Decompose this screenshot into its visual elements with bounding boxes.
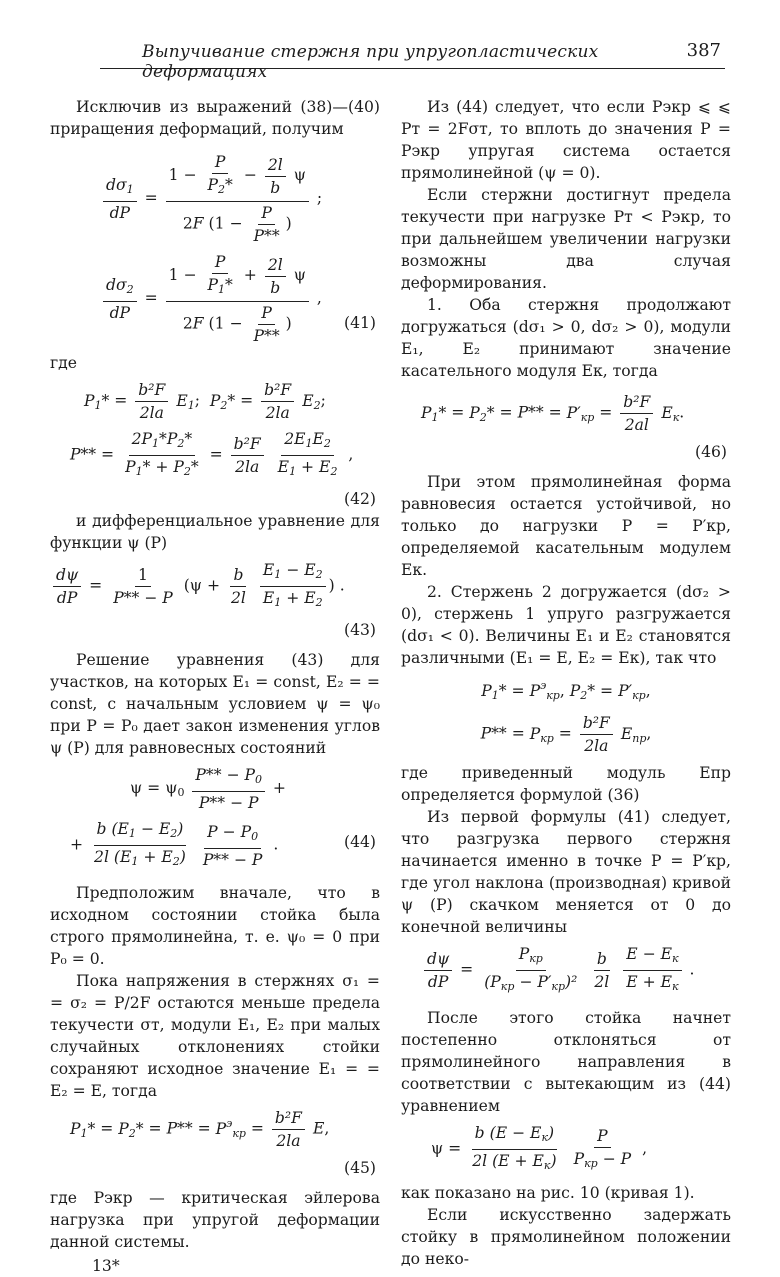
paragraph: Предположим вначале, что в исходном состоянии стойка была строго прямолинейна, т. е. ψ₀ = 0 при P₀ = 0. <box>50 884 380 968</box>
running-title: Выпучивание стержня при упругопластических деформациях <box>142 42 599 82</box>
paragraph: Из первой формулы (41) следует, что разгрузка первого стержня начинается именно в точке P = P′кр, где угол наклона (производная) кривой ψ (P) скачком меняется от 0 до конечной величины <box>401 808 731 936</box>
equation-number: (41) <box>343 314 376 332</box>
paragraph: После этого стойка начнет постепенно отклоняться от прямолинейного направления в соответствии с вытекающим из (44) уравнением <box>401 1009 731 1115</box>
paragraph: Если стержни достигнут предела текучести при нагрузке Pт < Pэкр, то при дальнейшем увеличении нагрузки возможны два случая деформирования. <box>401 186 731 292</box>
equation-number: (43) <box>343 621 376 639</box>
equation-number: (46) <box>694 443 727 461</box>
paragraph: где <box>50 354 77 372</box>
equation-reduced-modulus: $P** = P_{кр}$ = $\frac{\text{b²F}}{2la}$ $E_{пр}$, <box>480 714 652 755</box>
equation-p-double-star: P** = $\frac{2P_1*P_2*}{P_1* + P_2*}$ = $\frac{\text{b²F}}{2la}$ $\frac{2E_1E_2}{E_1 + E_2}$ , <box>70 430 354 478</box>
equation-slope-jump: $\frac{d\psi}{dP}$ = $\frac{P_{кр}}{(P_{кр} - P'_{кр})^2}$ $\frac{b}{2l}$ $\frac{E - E_к}{E + E_к}$ . <box>401 944 731 997</box>
equation-number: (44) <box>343 833 376 851</box>
paragraph: Из (44) следует, что если Pэкр ⩽ ⩽ Pт = 2Fσт, то вплоть до значения P = Pэкр упругая система остается прямолинейной (ψ = 0). <box>401 98 731 182</box>
paragraph: 1. Оба стержня продолжают догружаться (dσ₁ > 0, dσ₂ > 0), модули E₁, E₂ принимают значение касательного модуля Eк, тогда <box>401 296 731 380</box>
equation-dsigma2: $\frac{d\sigma_2}{dP}$ = 1 − $\frac{P}{P_1*}$ + $\frac{2l}{b}$ ψ 2F (1 − $\frac{P}{P**}$ ) , (41) <box>50 252 380 346</box>
signature-mark: 13* <box>92 1257 120 1275</box>
left-column <box>50 96 380 1277</box>
paragraph: Исключив из выражений (38)—(40) приращения деформаций, получим <box>50 98 380 138</box>
equation-number: (42) <box>343 490 376 508</box>
equation-dsigma1: $\frac{d\sigma_1}{dP}$ = 1 − $\frac{P}{P_2*}$ − $\frac{2l}{b}$ ψ 2F (1 − $\frac{P}{P**}$ ) ; <box>50 152 380 246</box>
page-number: 387 <box>686 40 721 61</box>
equation-critical-load: $P_1* = P_2* = P** = P^э_{кр}$ = $\frac{\text{b²F}}{2la}$ E, <box>70 1109 330 1150</box>
paragraph: Если искусственно задержать стойку в прямолинейном положении до неко- <box>401 1206 731 1268</box>
equation-tangent-modulus: $P_1* = P_2* = P** = P'_{кр}$ = $\frac{\text{b²F}}{2al}$ $E_к$. <box>421 393 685 434</box>
equation-dpsi: $\frac{d\psi}{dP}$ = $\frac{1}{P** - P}$ (ψ + $\frac{b}{2l}$ $\frac{E_1 - E_2}{E_1 + E_2}$ ) . <box>50 560 380 613</box>
running-header <box>100 40 725 82</box>
right-column <box>401 96 731 1270</box>
paragraph: как показано на рис. 10 (кривая 1). <box>401 1184 695 1202</box>
equation-p-star: $P_1*$ = $\frac{\text{b²F}}{2la}$ $E_1$; $P_2*$ = $\frac{\text{b²F}}{2la}$ $E_2$; <box>84 381 326 422</box>
paragraph: Решение уравнения (43) для участков, на которых E₁ = const, E₂ = = const, с начальным условием ψ = ψ₀ при P = P₀ дает закон изменения углов ψ (P) для равновесных состояний <box>50 651 380 757</box>
paragraph: При этом прямолинейная форма равновесия остается устойчивой, но только до нагрузки P = P′кр, определяемой касательным модулем Eк. <box>401 473 731 579</box>
equation-number: (45) <box>343 1159 376 1177</box>
paragraph: и дифференциальное уравнение для функции ψ (P) <box>50 512 380 552</box>
equation-euler-tangent: $P_1* = P^э_{кр}$, $P_2* = P'_{кр}$, <box>481 679 651 702</box>
paragraph: где приведенный модуль Eпр определяется формулой (36) <box>401 764 731 804</box>
equation-psi-deflection: ψ = $\frac{b (E - E_к)}{2l (E + E_к)}$ $\frac{P}{P_{кр} - P}$ , <box>431 1124 648 1172</box>
equation-psi-solution-2: + $\frac{b (E_1 - E_2)}{2l (E_1 + E_2)}$ $\frac{P - P_0}{P** - P}$ . (44) <box>70 820 376 869</box>
equation-psi-solution: $\psi = \psi_0$ $\frac{P** - P_0}{P** - P}$ + <box>130 766 286 812</box>
paragraph: где Pэкр — критическая эйлерова нагрузка при упругой деформации данной системы. <box>50 1189 380 1251</box>
paragraph: Пока напряжения в стержнях σ₁ = = σ₂ = P/2F остаются меньше предела текучести σт, модули E₁, E₂ при малых случайных отклонениях стойки сохраняют исходное значение E₁ = = E₂ = E, тогда <box>50 972 380 1100</box>
paragraph: 2. Стержень 2 догружается (dσ₂ > 0), стержень 1 упруго разгружается (dσ₁ < 0). Величины E₁ и E₂ становятся различными (E₁ = E, E₂ = Eк), так что <box>401 583 731 667</box>
